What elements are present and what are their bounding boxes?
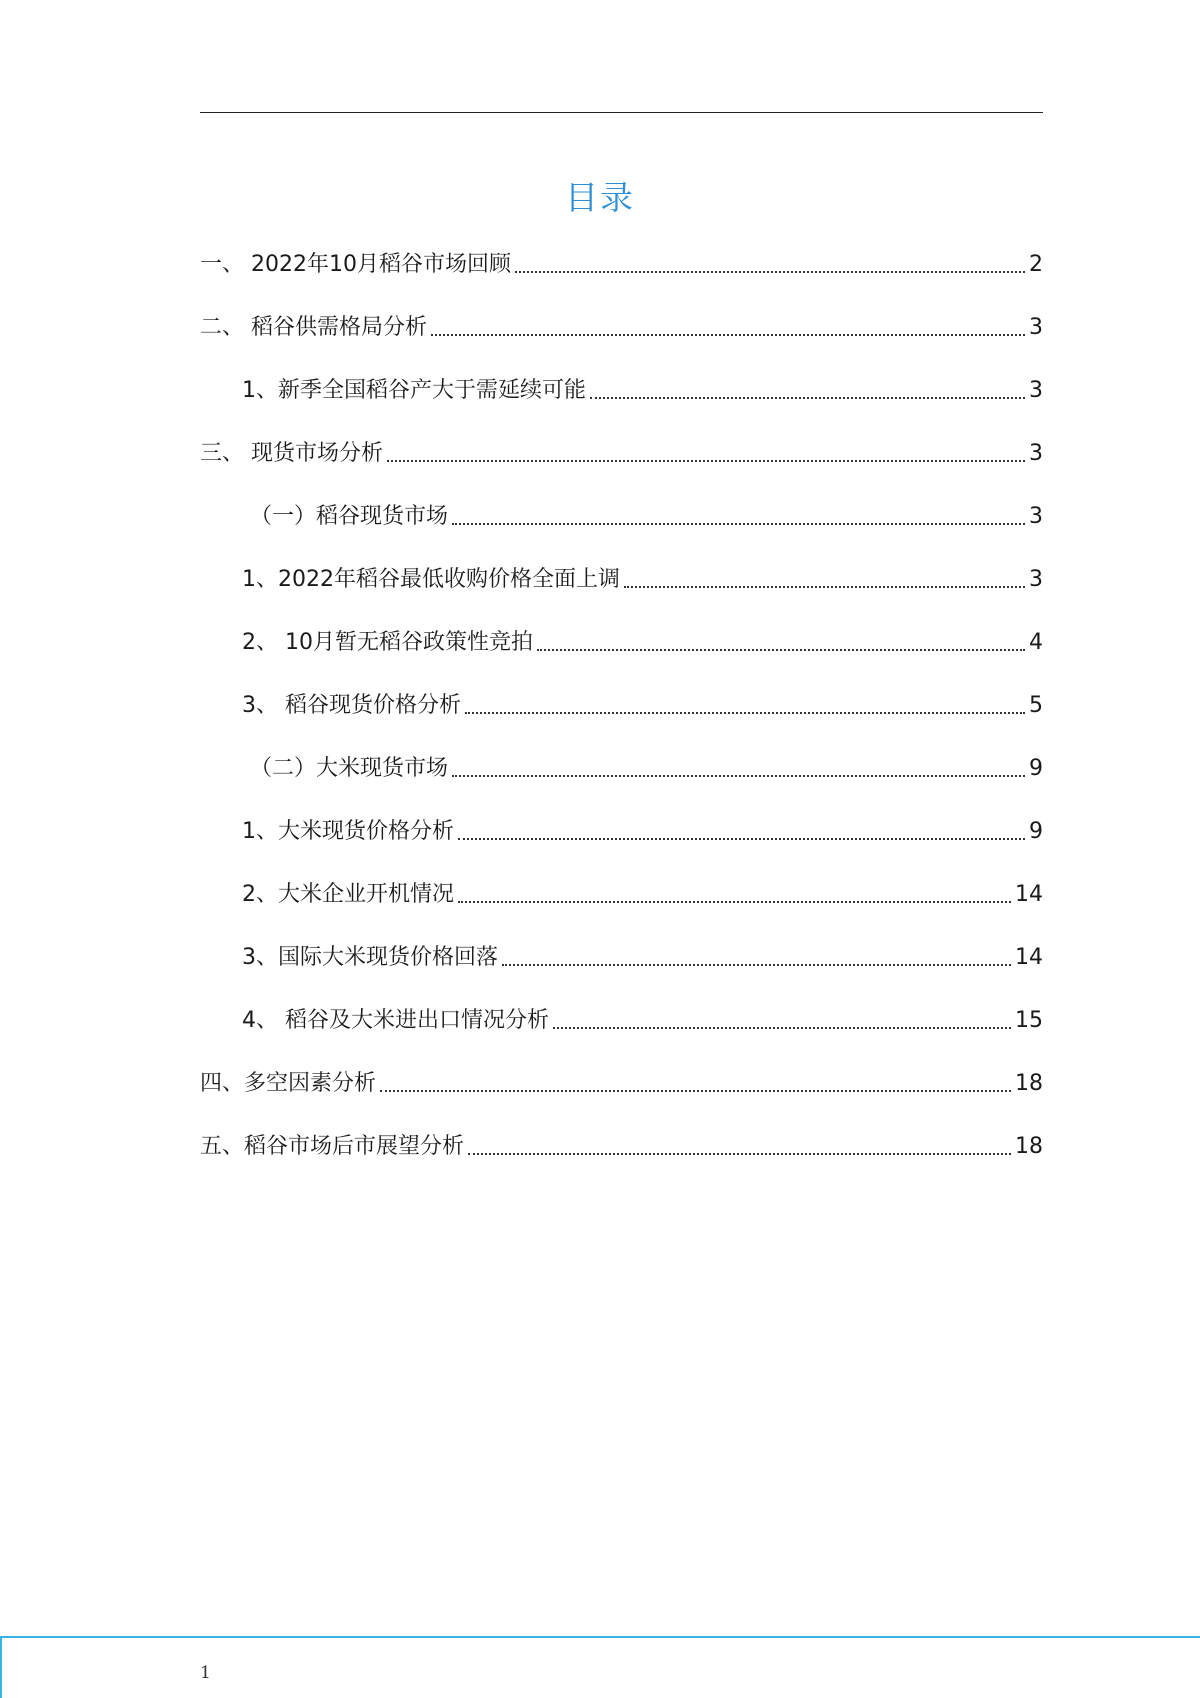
header-rule bbox=[200, 112, 1043, 113]
toc-entry-label: 2、大米企业开机情况 bbox=[242, 882, 454, 907]
toc-entry[interactable] bbox=[242, 876, 1043, 910]
toc-entry-page: 4 bbox=[1029, 630, 1043, 655]
toc-dot-leader bbox=[537, 649, 1025, 651]
toc-dot-leader bbox=[452, 523, 1025, 525]
toc-entry-page: 3 bbox=[1029, 378, 1043, 403]
toc-entry[interactable] bbox=[242, 561, 1043, 595]
toc-entry-page: 3 bbox=[1029, 315, 1043, 340]
footer-rule-corner bbox=[0, 1636, 2, 1698]
toc-entry[interactable] bbox=[200, 246, 1043, 280]
toc-entry-page: 9 bbox=[1029, 819, 1043, 844]
toc-dot-leader bbox=[458, 838, 1025, 840]
toc-dot-leader bbox=[515, 271, 1025, 273]
toc-dot-leader bbox=[387, 460, 1025, 462]
toc-entry-page: 9 bbox=[1029, 756, 1043, 781]
toc-entry[interactable] bbox=[200, 309, 1043, 343]
footer-rule bbox=[0, 1636, 1200, 1638]
toc-entry[interactable] bbox=[242, 687, 1043, 721]
toc-dot-leader bbox=[458, 901, 1011, 903]
toc-entry[interactable] bbox=[242, 813, 1043, 847]
toc-entry-label: 3、国际大米现货价格回落 bbox=[242, 945, 498, 970]
toc-entry-label: 三、 现货市场分析 bbox=[200, 441, 383, 466]
toc-entry-page: 18 bbox=[1015, 1071, 1043, 1096]
toc-entry-label: 1、新季全国稻谷产大于需延续可能 bbox=[242, 378, 586, 403]
toc-dot-leader bbox=[380, 1090, 1011, 1092]
toc-dot-leader bbox=[590, 397, 1025, 399]
toc-entry[interactable] bbox=[242, 939, 1043, 973]
toc-entry-page: 14 bbox=[1015, 945, 1043, 970]
toc-entry[interactable] bbox=[242, 1002, 1043, 1036]
toc-title: 目录 bbox=[565, 178, 635, 217]
toc-entry-label: 1、大米现货价格分析 bbox=[242, 819, 454, 844]
toc-entry-label: 一、 2022年10月稻谷市场回顾 bbox=[200, 252, 511, 277]
toc-entry[interactable] bbox=[250, 498, 1043, 532]
toc-entry-label: 1、2022年稻谷最低收购价格全面上调 bbox=[242, 567, 620, 592]
toc-entry-label: （二）大米现货市场 bbox=[250, 756, 449, 781]
toc-dot-leader bbox=[431, 334, 1025, 336]
toc-entry-page: 3 bbox=[1029, 567, 1043, 592]
toc-entry-page: 14 bbox=[1015, 882, 1043, 907]
toc-dot-leader bbox=[468, 1153, 1011, 1155]
toc-dot-leader bbox=[624, 586, 1025, 588]
toc-entry-label: 4、 稻谷及大米进出口情况分析 bbox=[242, 1008, 549, 1033]
toc-entry[interactable] bbox=[250, 750, 1043, 784]
toc-dot-leader bbox=[502, 964, 1011, 966]
toc-entry-page: 2 bbox=[1029, 252, 1043, 277]
toc-entry-page: 15 bbox=[1015, 1008, 1043, 1033]
toc-dot-leader bbox=[553, 1027, 1011, 1029]
page-number: 1 bbox=[200, 1663, 211, 1683]
toc-entry-label: 二、 稻谷供需格局分析 bbox=[200, 315, 427, 340]
toc-dot-leader bbox=[465, 712, 1025, 714]
toc-dot-leader bbox=[452, 775, 1025, 777]
toc-entry-label: 五、稻谷市场后市展望分析 bbox=[200, 1134, 465, 1159]
toc-entry-page: 5 bbox=[1029, 693, 1043, 718]
toc-entry-label: 四、多空因素分析 bbox=[200, 1071, 377, 1096]
toc-entry-label: 3、 稻谷现货价格分析 bbox=[242, 693, 461, 718]
toc-entry-page: 3 bbox=[1029, 441, 1043, 466]
toc-entry-page: 3 bbox=[1029, 504, 1043, 529]
toc-entry[interactable] bbox=[200, 1128, 1043, 1162]
toc-entry-label: （一）稻谷现货市场 bbox=[250, 504, 449, 529]
toc-entry-page: 18 bbox=[1015, 1134, 1043, 1159]
toc-entry[interactable] bbox=[200, 435, 1043, 469]
toc-entry-label: 2、 10月暂无稻谷政策性竞拍 bbox=[242, 630, 533, 655]
toc-entry[interactable] bbox=[200, 1065, 1043, 1099]
toc-entry[interactable] bbox=[242, 372, 1043, 406]
toc-entry[interactable] bbox=[242, 624, 1043, 658]
